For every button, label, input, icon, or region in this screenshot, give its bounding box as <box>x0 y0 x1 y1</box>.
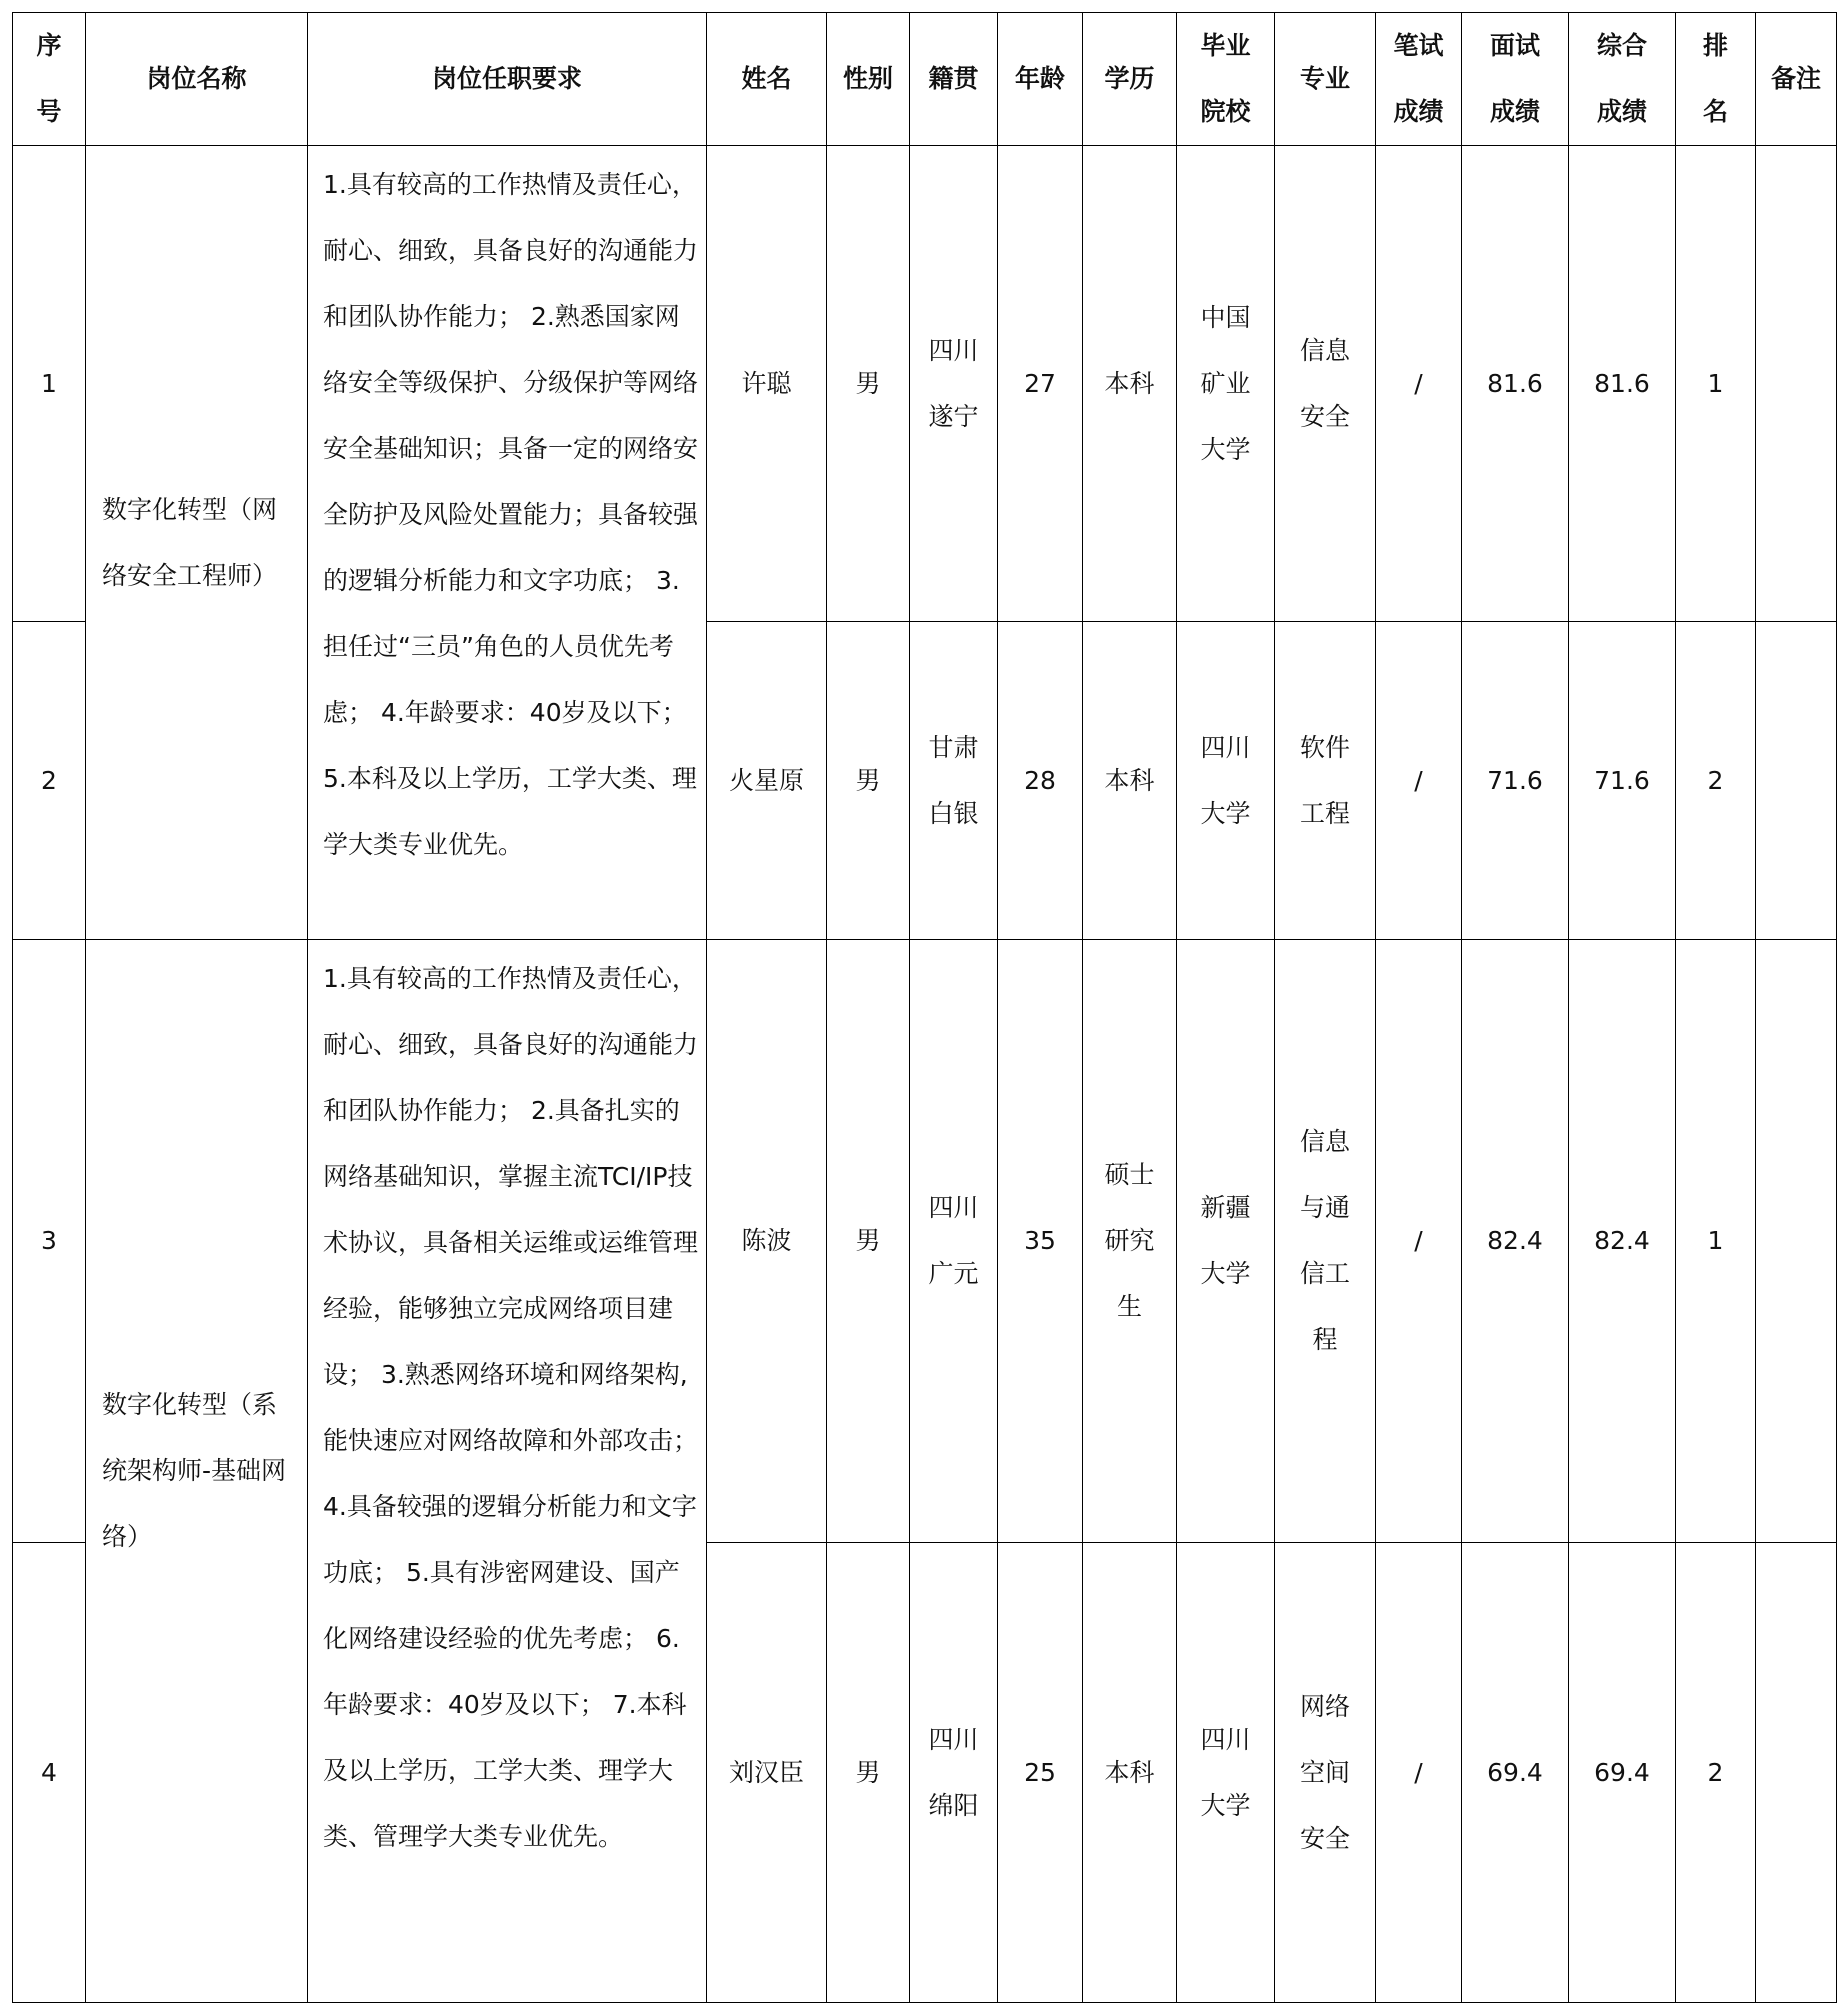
cell-education: 本科 <box>1083 1543 1177 2003</box>
cell-remark <box>1756 940 1837 1543</box>
cell-education: 本科 <box>1083 622 1177 940</box>
cell-remark <box>1756 1543 1837 2003</box>
header-remark: 备注 <box>1756 13 1837 146</box>
cell-written-score: / <box>1376 146 1462 622</box>
cell-requirements: 1.具有较高的工作热情及责任心，耐心、细致，具备良好的沟通能力和团队协作能力； 2.具备扎实的网络基础知识，掌握主流TCI/IP技术协议，具备相关运维或运维管理经验，能够独立完成网络项目建设； 3.熟悉网络环境和网络架构,能快速应对网络故障和外部攻击； 4.具备较强的逻辑分析能力和文字功底； 5.具有涉密网建设、国产化网络建设经验的优先考虑； 6.年龄要求：40岁及以下； 7.本科及以上学历，工学大类、理学大类、管理学大类专业优先。 <box>308 940 707 2003</box>
cell-school: 四川大学 <box>1177 1543 1275 2003</box>
header-interview-score: 面试成绩 <box>1462 13 1569 146</box>
header-native-place: 籍贯 <box>910 13 998 146</box>
header-total-score: 综合成绩 <box>1569 13 1676 146</box>
header-rank: 排名 <box>1676 13 1756 146</box>
cell-interview-score: 69.4 <box>1462 1543 1569 2003</box>
cell-position: 数字化转型（网络安全工程师） <box>86 146 308 940</box>
cell-gender: 男 <box>827 622 910 940</box>
cell-gender: 男 <box>827 940 910 1543</box>
cell-age: 25 <box>998 1543 1083 2003</box>
cell-remark <box>1756 622 1837 940</box>
cell-native-place: 四川遂宁 <box>910 146 998 622</box>
results-table <box>12 12 1837 2003</box>
cell-total-score: 82.4 <box>1569 940 1676 1543</box>
results-table-container <box>12 12 1836 2000</box>
cell-total-score: 69.4 <box>1569 1543 1676 2003</box>
cell-name: 火星原 <box>707 622 827 940</box>
cell-age: 35 <box>998 940 1083 1543</box>
cell-requirements: 1.具有较高的工作热情及责任心，耐心、细致，具备良好的沟通能力和团队协作能力； 2.熟悉国家网络安全等级保护、分级保护等网络安全基础知识；具备一定的网络安全防护及风险处置能力；具备较强的逻辑分析能力和文字功底； 3.担任过“三员”角色的人员优先考虑； 4.年龄要求：40岁及以下； 5.本科及以上学历，工学大类、理学大类专业优先。 <box>308 146 707 940</box>
cell-interview-score: 82.4 <box>1462 940 1569 1543</box>
header-written-score: 笔试成绩 <box>1376 13 1462 146</box>
cell-gender: 男 <box>827 146 910 622</box>
cell-gender: 男 <box>827 1543 910 2003</box>
cell-school: 新疆大学 <box>1177 940 1275 1543</box>
cell-major: 软件工程 <box>1275 622 1376 940</box>
header-seq: 序号 <box>13 13 86 146</box>
cell-name: 许聪 <box>707 146 827 622</box>
header-row <box>13 13 1837 146</box>
header-school: 毕业院校 <box>1177 13 1275 146</box>
cell-name: 刘汉臣 <box>707 1543 827 2003</box>
table-row <box>13 146 1837 622</box>
header-major: 专业 <box>1275 13 1376 146</box>
cell-name: 陈波 <box>707 940 827 1543</box>
cell-seq: 1 <box>13 146 86 622</box>
header-age: 年龄 <box>998 13 1083 146</box>
cell-rank: 1 <box>1676 146 1756 622</box>
cell-seq: 2 <box>13 622 86 940</box>
header-position: 岗位名称 <box>86 13 308 146</box>
cell-native-place: 四川广元 <box>910 940 998 1543</box>
header-education: 学历 <box>1083 13 1177 146</box>
cell-seq: 3 <box>13 940 86 1543</box>
cell-education: 硕士研究生 <box>1083 940 1177 1543</box>
cell-native-place: 四川绵阳 <box>910 1543 998 2003</box>
cell-total-score: 71.6 <box>1569 622 1676 940</box>
cell-school: 中国矿业大学 <box>1177 146 1275 622</box>
cell-major: 网络空间安全 <box>1275 1543 1376 2003</box>
cell-seq: 4 <box>13 1543 86 2003</box>
header-requirements: 岗位任职要求 <box>308 13 707 146</box>
table-row <box>13 940 1837 1543</box>
cell-interview-score: 71.6 <box>1462 622 1569 940</box>
header-name: 姓名 <box>707 13 827 146</box>
cell-interview-score: 81.6 <box>1462 146 1569 622</box>
cell-major: 信息安全 <box>1275 146 1376 622</box>
cell-school: 四川大学 <box>1177 622 1275 940</box>
cell-position: 数字化转型（系统架构师-基础网络） <box>86 940 308 2003</box>
cell-native-place: 甘肃白银 <box>910 622 998 940</box>
cell-remark <box>1756 146 1837 622</box>
header-gender: 性别 <box>827 13 910 146</box>
cell-rank: 2 <box>1676 1543 1756 2003</box>
cell-age: 27 <box>998 146 1083 622</box>
cell-total-score: 81.6 <box>1569 146 1676 622</box>
cell-rank: 2 <box>1676 622 1756 940</box>
cell-written-score: / <box>1376 622 1462 940</box>
cell-education: 本科 <box>1083 146 1177 622</box>
cell-major: 信息与通信工程 <box>1275 940 1376 1543</box>
cell-rank: 1 <box>1676 940 1756 1543</box>
cell-written-score: / <box>1376 940 1462 1543</box>
cell-age: 28 <box>998 622 1083 940</box>
cell-written-score: / <box>1376 1543 1462 2003</box>
